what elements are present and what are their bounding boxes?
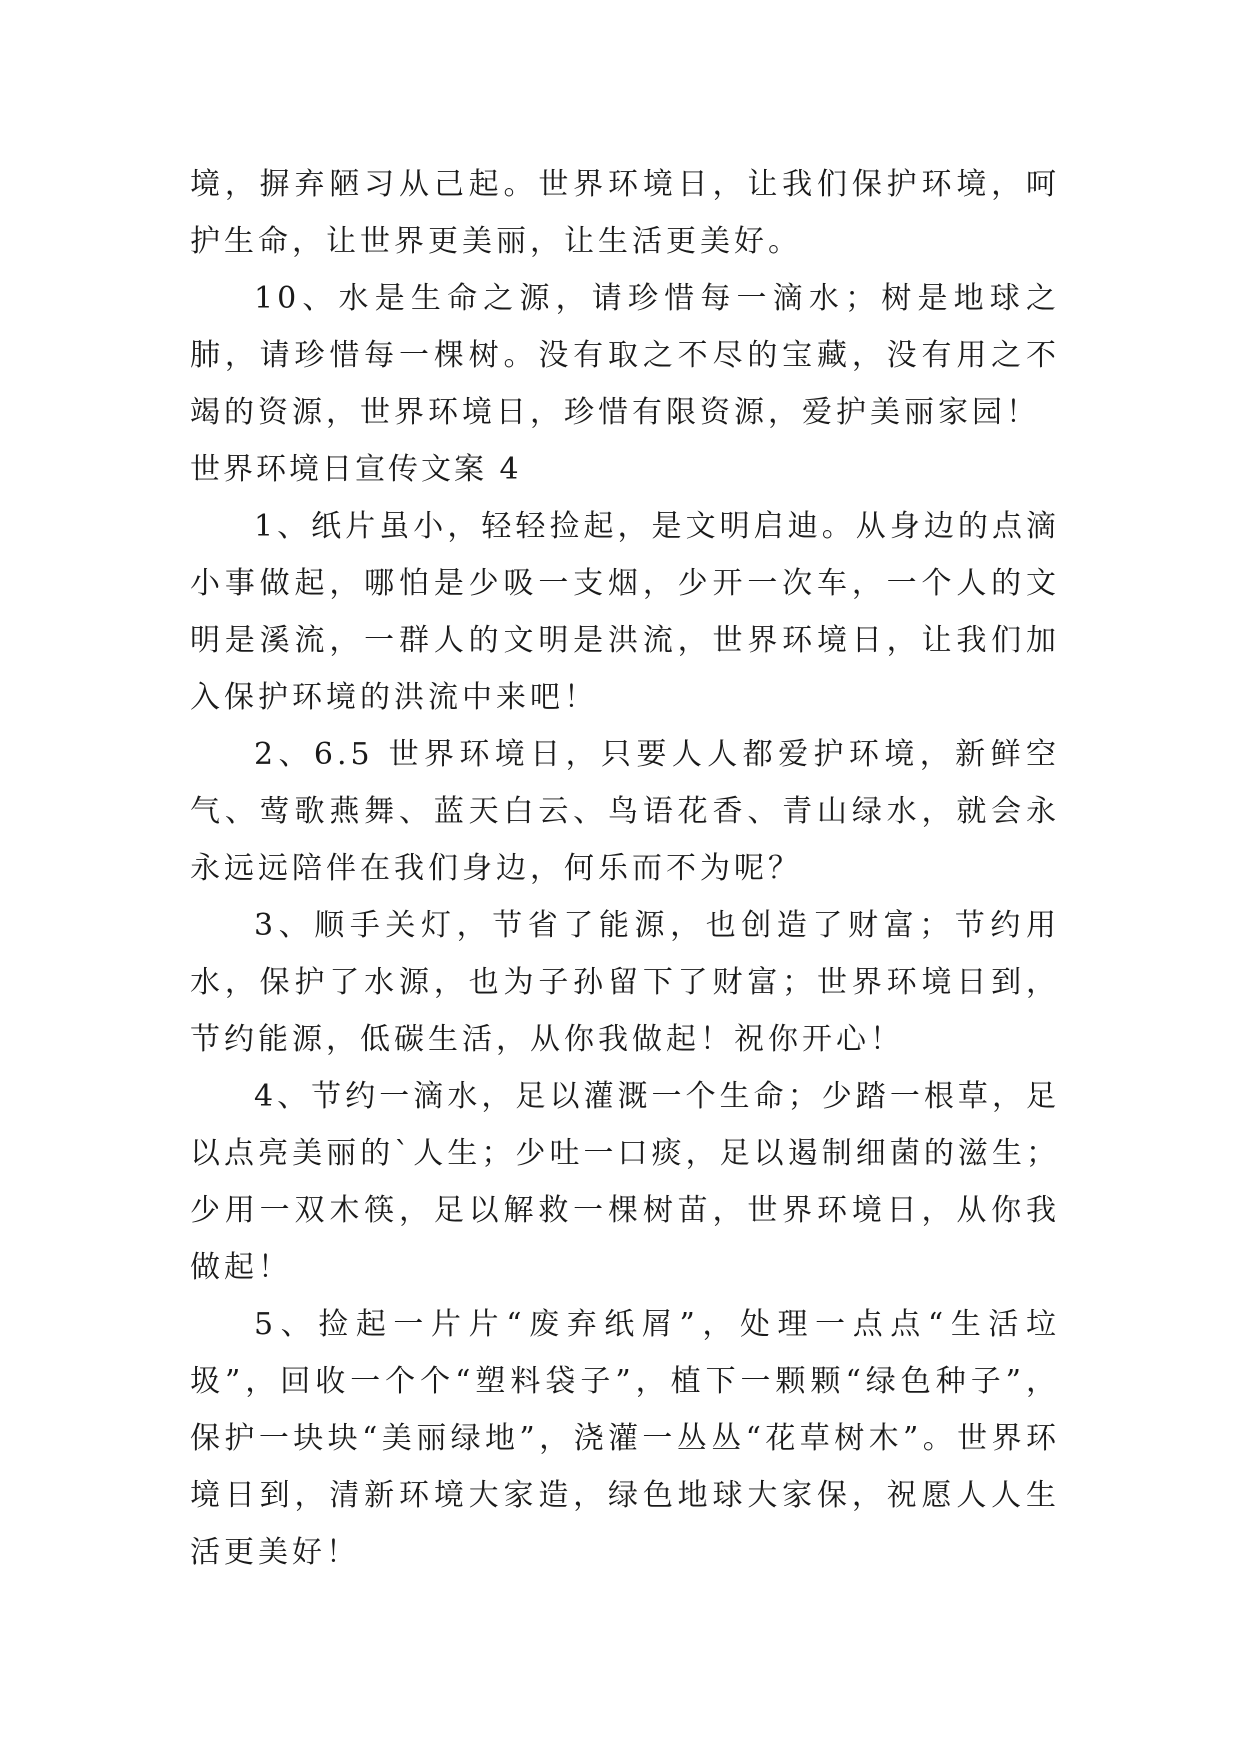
paragraph-item-10: 10、水是生命之源，请珍惜每一滴水；树是地球之肺，请珍惜每一棵树。没有取之不尽的宝藏，没有用之不竭的资源，世界环境日，珍惜有限资源，爱护美丽家园！ [190, 281, 1060, 430]
paragraph-item-3: 3、顺手关灯，节省了能源，也创造了财富；节约用水，保护了水源，也为子孙留下了财富；世界环境日到，节约能源，低碳生活，从你我做起！祝你开心！ [190, 908, 1060, 1057]
paragraph-continuation: 境，摒弃陋习从己起。世界环境日，让我们保护环境，呵护生命，让世界更美丽，让生活更美好。 [190, 167, 1060, 259]
paragraph-item-1: 1、纸片虽小，轻轻捡起，是文明启迪。从身边的点滴小事做起，哪怕是少吸一支烟，少开一次车，一个人的文明是溪流，一群人的文明是洪流，世界环境日，让我们加入保护环境的洪流中来吧！ [190, 509, 1060, 715]
paragraph-item-2: 2、6.5 世界环境日，只要人人都爱护环境，新鲜空气、莺歌燕舞、蓝天白云、鸟语花香、青山绿水，就会永永远远陪伴在我们身边，何乐而不为呢？ [190, 737, 1060, 886]
document-body [190, 156, 1060, 1581]
paragraph-item-5: 5、捡起一片片“废弃纸屑”，处理一点点“生活垃圾”，回收一个个“塑料袋子”，植下一颗颗“绿色种子”，保护一块块“美丽绿地”，浇灌一丛丛“花草树木”。世界环境日到，清新环境大家造，绿色地球大家保，祝愿人人生活更美好！ [190, 1307, 1060, 1570]
section-heading: 世界环境日宣传文案 4 [190, 452, 522, 487]
paragraph-item-4: 4、节约一滴水，足以灌溉一个生命；少踏一根草，足以点亮美丽的`人生；少吐一口痰，足以遏制细菌的滋生；少用一双木筷，足以解救一棵树苗，世界环境日，从你我做起！ [190, 1079, 1060, 1285]
